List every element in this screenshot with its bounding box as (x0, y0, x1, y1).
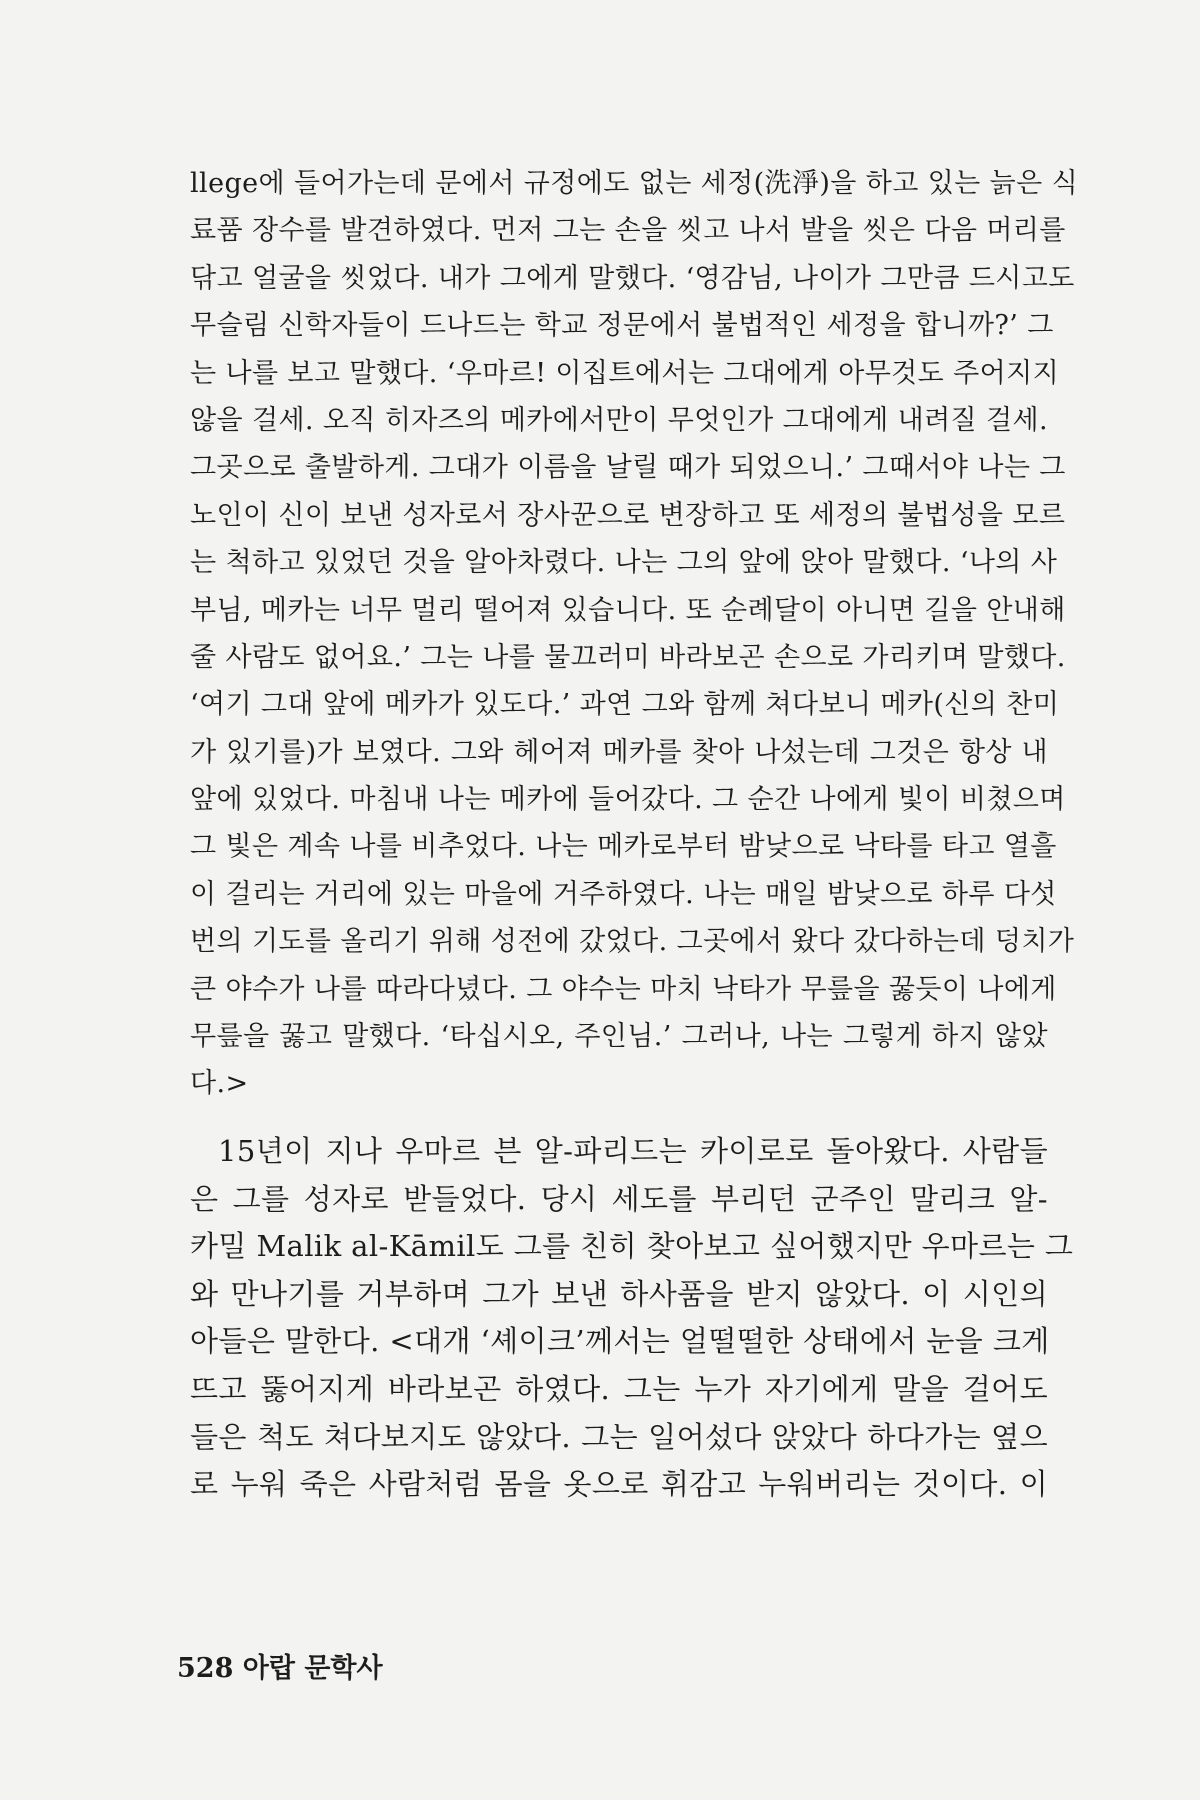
quote-line: 그 빛은 계속 나를 비추었다. 나는 메카로부터 밤낮으로 낙타를 타고 열흘 (190, 831, 1057, 863)
body-line: 와 만나기를 거부하며 그가 보낸 하사품을 받지 않았다. 이 시인의 (190, 1276, 1048, 1311)
quote-line: 닦고 얼굴을 씻었다. 내가 그에게 말했다. ‘영감님, 나이가 그만큼 드시고도 (190, 262, 1075, 294)
page-footer (177, 1652, 383, 1686)
body-line: 카밀 Malik al-Kāmil도 그를 친히 찾아보고 싶어했지만 우마르는 그 (190, 1229, 1074, 1264)
quote-line: 가 있기를)가 보였다. 그와 헤어져 메카를 찾아 나섰는데 그것은 항상 내 (190, 736, 1048, 768)
body-line: 15년이 지나 우마르 븐 알-파리드는 카이로로 돌아왔다. 사람들 (218, 1134, 1048, 1168)
quote-line: 번의 기도를 올리기 위해 성전에 갔었다. 그곳에서 왔다 갔다하는데 덩치가 (190, 926, 1075, 958)
quote-line: 무릎을 꿇고 말했다. ‘타십시오, 주인님.’ 그러나, 나는 그렇게 하지 않았 (190, 1021, 1048, 1053)
quote-line: llege에 들어가는데 문에서 규정에도 없는 세정(洗淨)을 하고 있는 늙은 식 (190, 168, 1079, 199)
quote-line: 는 척하고 있었던 것을 알아차렸다. 나는 그의 앞에 앉아 말했다. ‘나의 사 (190, 547, 1058, 579)
body-line: 은 그를 성자로 받들었다. 당시 세도를 부리던 군주인 말리크 알- (190, 1181, 1048, 1216)
book-title: 아랍 문학사 (242, 1653, 383, 1684)
quote-line: 노인이 신이 보낸 성자로서 장사꾼으로 변장하고 또 세정의 불법성을 모르 (190, 499, 1066, 531)
quote-line: 않을 걸세. 오직 히자즈의 메카에서만이 무엇인가 그대에게 내려질 걸세. (190, 404, 1048, 436)
quote-line: 다.> (190, 1068, 249, 1100)
quote-line: 그곳으로 출발하게. 그대가 이름을 날릴 때가 되었으니.’ 그때서야 나는 그 (190, 452, 1066, 484)
quote-line: 이 걸리는 거리에 있는 마을에 거주하였다. 나는 매일 밤낮으로 하루 다섯 (190, 878, 1057, 910)
quote-line: 무슬림 신학자들이 드나드는 학교 정문에서 불법적인 세정을 합니까?’ 그 (190, 310, 1054, 342)
quote-line: 는 나를 보고 말했다. ‘우마르! 이집트에서는 그대에게 아무것도 주어지지 (190, 357, 1060, 389)
quote-line: 줄 사람도 없어요.’ 그는 나를 물끄러미 바라보곤 손으로 가리키며 말했다. (190, 641, 1066, 673)
body-paragraph (190, 1128, 1074, 1509)
quote-line: 료품 장수를 발견하였다. 먼저 그는 손을 씻고 나서 발을 씻은 다음 머리를 (190, 215, 1066, 247)
quote-line: ‘여기 그대 앞에 메카가 있도다.’ 과연 그와 함께 쳐다보니 메카(신의 찬미 (190, 689, 1060, 721)
quoted-passage (190, 160, 1079, 1108)
body-line: 아들은 말한다. <대개 ‘셰이크’께서는 얼떨떨한 상태에서 눈을 크게 (190, 1324, 1050, 1359)
body-line: 들은 척도 쳐다보지도 않았다. 그는 일어섰다 앉았다 하다가는 옆으 (190, 1419, 1048, 1454)
body-line: 로 누워 죽은 사람처럼 몸을 옷으로 휘감고 누워버리는 것이다. 이 (190, 1467, 1048, 1502)
quote-line: 큰 야수가 나를 따라다녔다. 그 야수는 마치 낙타가 무릎을 꿇듯이 나에게 (190, 973, 1057, 1005)
body-line: 뜨고 뚫어지게 바라보곤 하였다. 그는 누가 자기에게 말을 걸어도 (190, 1371, 1048, 1406)
page-number: 528 (177, 1653, 234, 1684)
quote-line: 부님, 메카는 너무 멀리 떨어져 있습니다. 또 순례달이 아니면 길을 안내해 (190, 594, 1066, 626)
quote-line: 앞에 있었다. 마침내 나는 메카에 들어갔다. 그 순간 나에게 빛이 비쳤으며 (190, 784, 1066, 816)
